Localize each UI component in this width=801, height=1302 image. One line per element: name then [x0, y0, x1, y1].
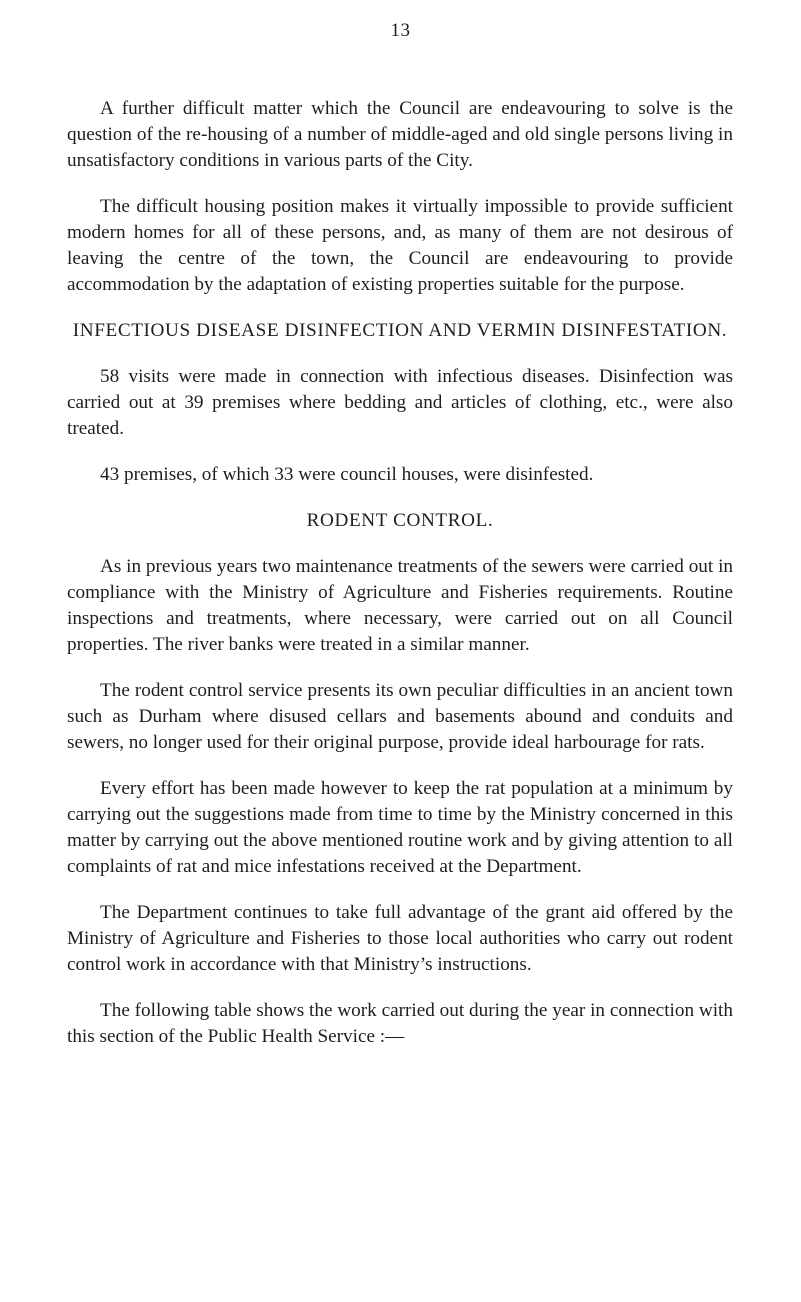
page-number: 13 [390, 20, 411, 41]
paragraph-premises-disinfested: 43 premises, of which 33 were council houses, were disinfested. [100, 464, 594, 485]
paragraph-rodent-difficulties: The rodent control service presents its own peculiar difficulties in an ancient town such as Durham where disused cellars and basements abound and conduits and sewers, no longer used for their original purpose, provide ideal harbourage for rats. [67, 680, 733, 753]
paragraph-rehousing: A further difficult matter which the Council are endeavouring to solve is the question of the re-housing of a number of middle-aged and old single persons living in unsatisfactory conditions in various parts of the City. [67, 98, 733, 171]
paragraph-table-intro: The following table shows the work carried out during the year in connection with this section of the Public Health Service :— [67, 1000, 733, 1047]
paragraph-rat-population: Every effort has been made however to keep the rat population at a minimum by carrying out the suggestions made from time to time by the Ministry concerned in this matter by carrying out the above mentioned routine work and by giving attention to all complaints of rat and mice infestations received at the Department. [67, 778, 733, 877]
paragraph-grant-aid: The Department continues to take full advantage of the grant aid offered by the Ministry of Agriculture and Fisheries to those local authorities who carry out rodent control work in accordance with that Ministry’s instructions. [67, 902, 733, 975]
paragraph-infectious-visits: 58 visits were made in connection with infectious diseases. Disinfection was carried out at 39 premises where bedding and articles of clothing, etc., were also treated. [67, 366, 733, 439]
heading-disinfection: INFECTIOUS DISEASE DISINFECTION AND VERMIN DISINFESTATION. [72, 320, 728, 341]
document-body [67, 96, 733, 1070]
heading-rodent-control: RODENT CONTROL. [306, 510, 494, 531]
paragraph-housing-position: The difficult housing position makes it virtually impossible to provide sufficient modern homes for all of these persons, and, as many of them are not desirous of leaving the centre of the town, the Council are endeavouring to provide accommodation by the adaptation of existing properties suitable for the purpose. [67, 196, 733, 295]
paragraph-maintenance-treatments: As in previous years two maintenance treatments of the sewers were carried out in compliance with the Ministry of Agriculture and Fisheries requirements. Routine inspections and treatments, where necessary, were carried out on all Council properties. The river banks were treated in a similar manner. [67, 556, 733, 655]
